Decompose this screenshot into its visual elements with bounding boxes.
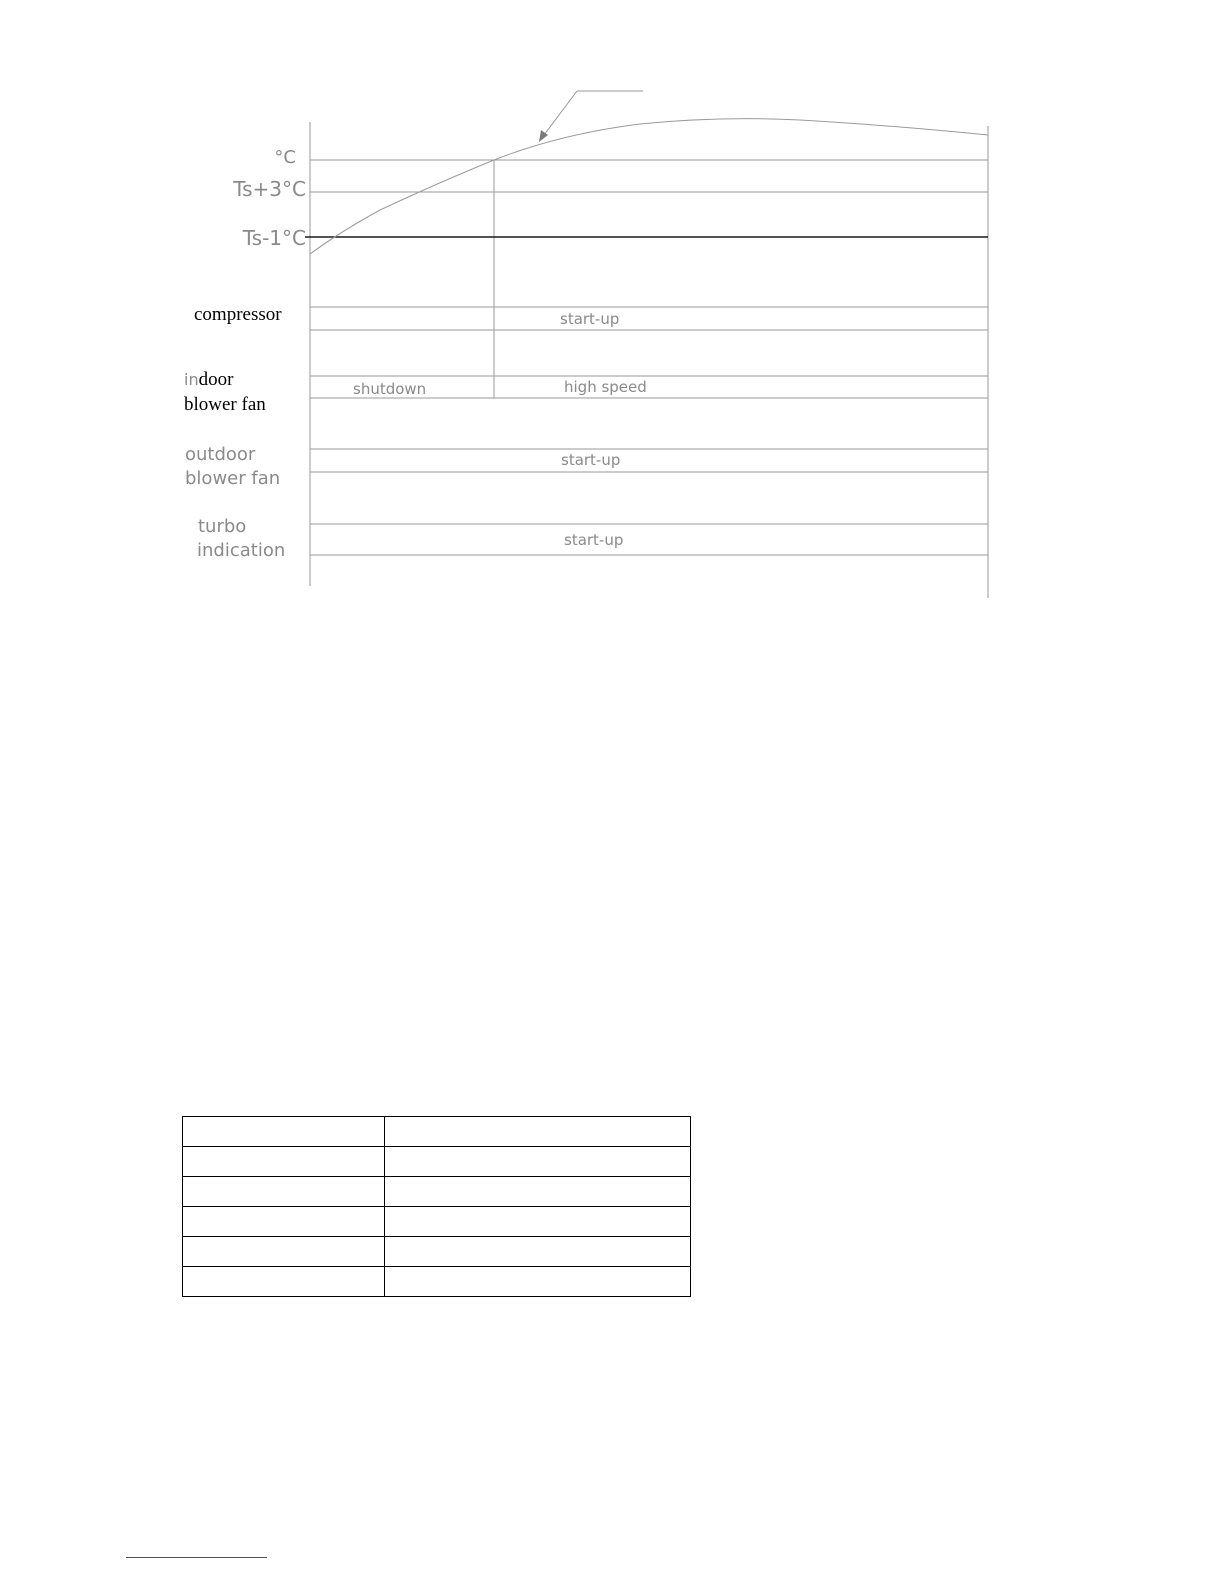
outdoor-state: start-up <box>561 451 621 469</box>
compressor-label: compressor <box>194 304 282 325</box>
ts-minus-1-label: Ts-1°C <box>242 226 306 250</box>
indoor-state-shutdown: shutdown <box>353 380 427 398</box>
table-cell <box>183 1177 385 1207</box>
turbo-label-line2: indication <box>197 540 286 561</box>
table-row <box>183 1237 691 1267</box>
table-cell <box>385 1237 691 1267</box>
table-cell <box>385 1267 691 1297</box>
table-row <box>183 1177 691 1207</box>
table-cell <box>183 1207 385 1237</box>
outdoor-label-line1: outdoor <box>185 444 256 465</box>
empty-table <box>182 1116 691 1297</box>
compressor-state: start-up <box>560 310 620 328</box>
table-row <box>183 1207 691 1237</box>
table-row <box>183 1147 691 1177</box>
ts-plus-3-label: Ts+3°C <box>233 177 306 201</box>
turbo-label-line1: turbo <box>198 516 247 537</box>
indoor-state-high-speed: high speed <box>564 378 647 396</box>
indoor-label: indoor <box>184 369 234 390</box>
table-cell <box>385 1147 691 1177</box>
table-cell <box>385 1207 691 1237</box>
turbo-state: start-up <box>564 531 624 549</box>
table-cell <box>385 1177 691 1207</box>
table-cell <box>183 1147 385 1177</box>
timing-diagram <box>0 0 1224 620</box>
table-cell <box>183 1267 385 1297</box>
footer-link-underline[interactable] <box>126 1557 267 1558</box>
table-row <box>183 1267 691 1297</box>
table-cell <box>183 1237 385 1267</box>
temperature-unit-label: °C <box>274 147 296 168</box>
outdoor-label-line2: blower fan <box>185 468 281 489</box>
room-temperature-curve <box>310 119 988 254</box>
table-row <box>183 1117 691 1147</box>
indoor-label-line2: blower fan <box>184 394 266 415</box>
table-cell <box>183 1117 385 1147</box>
leader-line-diagonal <box>541 91 577 139</box>
table-cell <box>385 1117 691 1147</box>
